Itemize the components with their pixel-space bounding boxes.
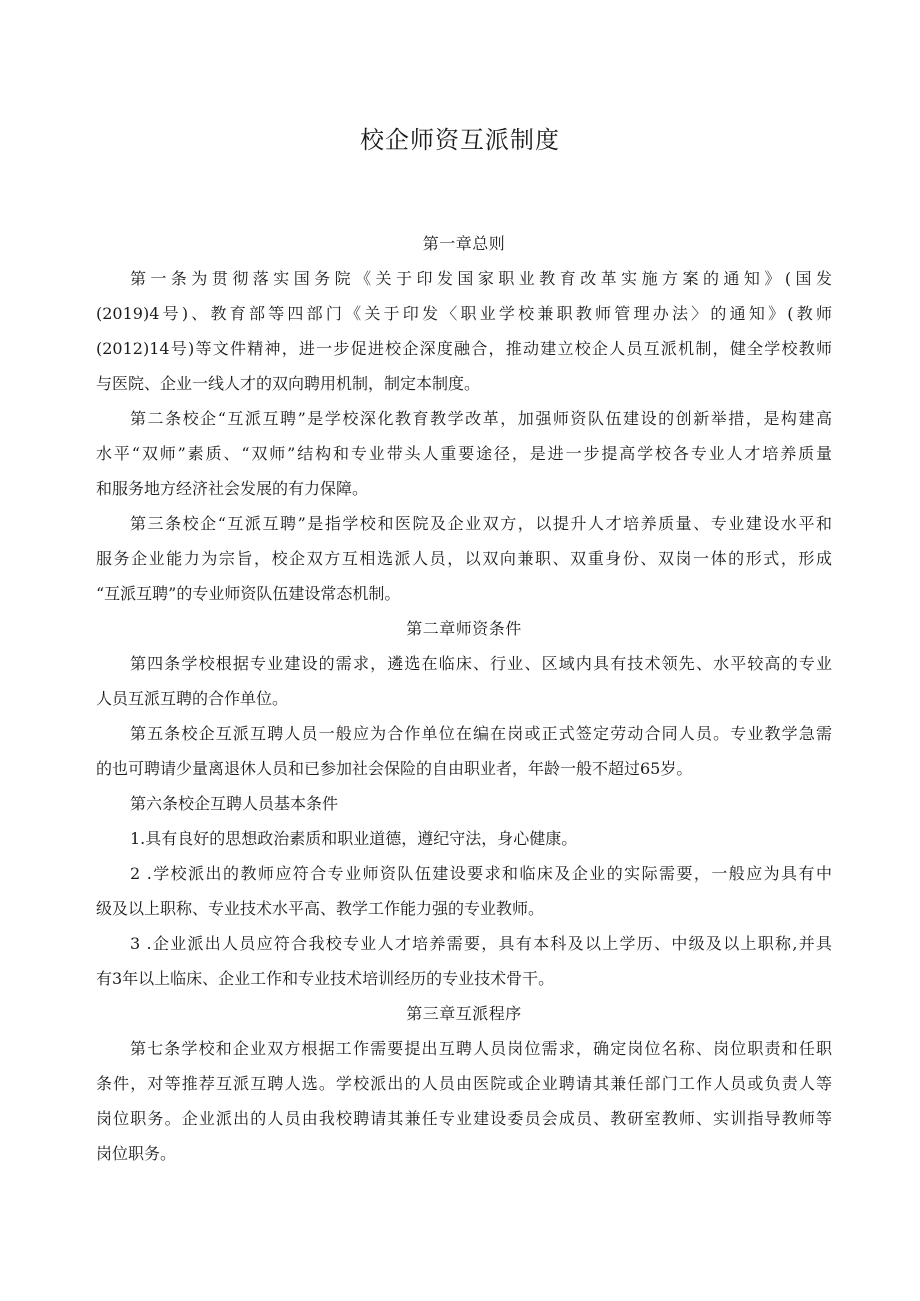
paragraph-line: 岗位职务。企业派出的人员由我校聘请其兼任专业建设委员会成员、教研室教师、实训指导教师等 — [96, 1109, 832, 1128]
paragraph-line: 人员互派互聘的合作单位。 — [96, 689, 289, 708]
paragraph-line: 级及以上职称、专业技术水平高、教学工作能力强的专业教师。 — [96, 899, 545, 918]
paragraph-line: 水平“双师”素质、“双师”结构和专业带头人重要途径，是进一步提高学校各专业人才培养质量 — [96, 444, 832, 463]
article-paragraph — [96, 716, 832, 786]
paragraph-line: 第一条为贯彻落实国务院《关于印发国家职业教育改革实施方案的通知》(国发 — [130, 269, 832, 288]
paragraph-line: 第二条校企“互派互聘”是学校深化教育教学改革，加强师资队伍建设的创新举措，是构建高 — [130, 409, 832, 428]
paragraph-line: 岗位职务。 — [96, 1144, 177, 1163]
article-paragraph — [96, 401, 832, 506]
article-paragraph — [96, 821, 832, 856]
paragraph-line: 3 .企业派出人员应符合我校专业人才培养需要，具有本科及以上学历、中级及以上职称,并具 — [130, 934, 832, 953]
article-paragraph — [96, 926, 832, 996]
paragraph-line: 条件，对等推荐互派互聘人选。学校派出的人员由医院或企业聘请其兼任部门工作人员或负责人等 — [96, 1074, 832, 1093]
paragraph-line: 与医院、企业一线人才的双向聘用机制，制定本制度。 — [96, 374, 481, 393]
document-body — [96, 226, 832, 1171]
chapter-heading: 第二章师资条件 — [406, 619, 522, 638]
paragraph-line: 1.具有良好的思想政治素质和职业道德，遵纪守法，身心健康。 — [130, 829, 578, 848]
paragraph-line: 有3年以上临床、企业工作和专业技术培训经历的专业技术骨干。 — [96, 969, 555, 988]
article-paragraph — [96, 646, 832, 716]
article-paragraph — [96, 506, 832, 611]
paragraph-line: 的也可聘请少量离退休人员和已参加社会保险的自由职业者，年龄一般不超过65岁。 — [96, 759, 693, 778]
chapter-heading: 第一章总则 — [422, 234, 506, 253]
paragraph-line: “互派互聘”的专业师资队伍建设常态机制。 — [96, 584, 401, 603]
paragraph-line: 2 .学校派出的教师应符合专业师资队伍建设要求和临床及企业的实际需要，一般应为具有中 — [130, 864, 832, 883]
article-paragraph — [96, 856, 832, 926]
paragraph-line: 第五条校企互派互聘人员一般应为合作单位在编在岗或正式签定劳动合同人员。专业教学急需 — [130, 724, 832, 743]
paragraph-line: 第七条学校和企业双方根据工作需要提出互聘人员岗位需求，确定岗位名称、岗位职责和任职 — [130, 1039, 832, 1058]
paragraph-line: 服务企业能力为宗旨，校企双方互相选派人员，以双向兼职、双重身份、双岗一体的形式，形成 — [96, 549, 832, 568]
paragraph-line: (2012)14号)等文件精神，进一步促进校企深度融合，推动建立校企人员互派机制，健全学校教师 — [96, 339, 832, 358]
paragraph-line: (2019)4号)、教育部等四部门《关于印发〈职业学校兼职教师管理办法〉的通知》(教师 — [96, 304, 832, 323]
document-title: 校企师资互派制度 — [360, 126, 560, 154]
paragraph-line: 第六条校企互聘人员基本条件 — [130, 794, 339, 813]
paragraph-line: 和服务地方经济社会发展的有力保障。 — [96, 479, 369, 498]
paragraph-line: 第四条学校根据专业建设的需求，遴选在临床、行业、区域内具有技术领先、水平较高的专业 — [130, 654, 832, 673]
article-paragraph — [96, 786, 832, 821]
paragraph-line: 第三条校企“互派互聘”是指学校和医院及企业双方，以提升人才培养质量、专业建设水平和 — [130, 514, 832, 533]
chapter-heading: 第三章互派程序 — [406, 1004, 522, 1023]
article-paragraph — [96, 261, 832, 401]
article-paragraph — [96, 1031, 832, 1171]
